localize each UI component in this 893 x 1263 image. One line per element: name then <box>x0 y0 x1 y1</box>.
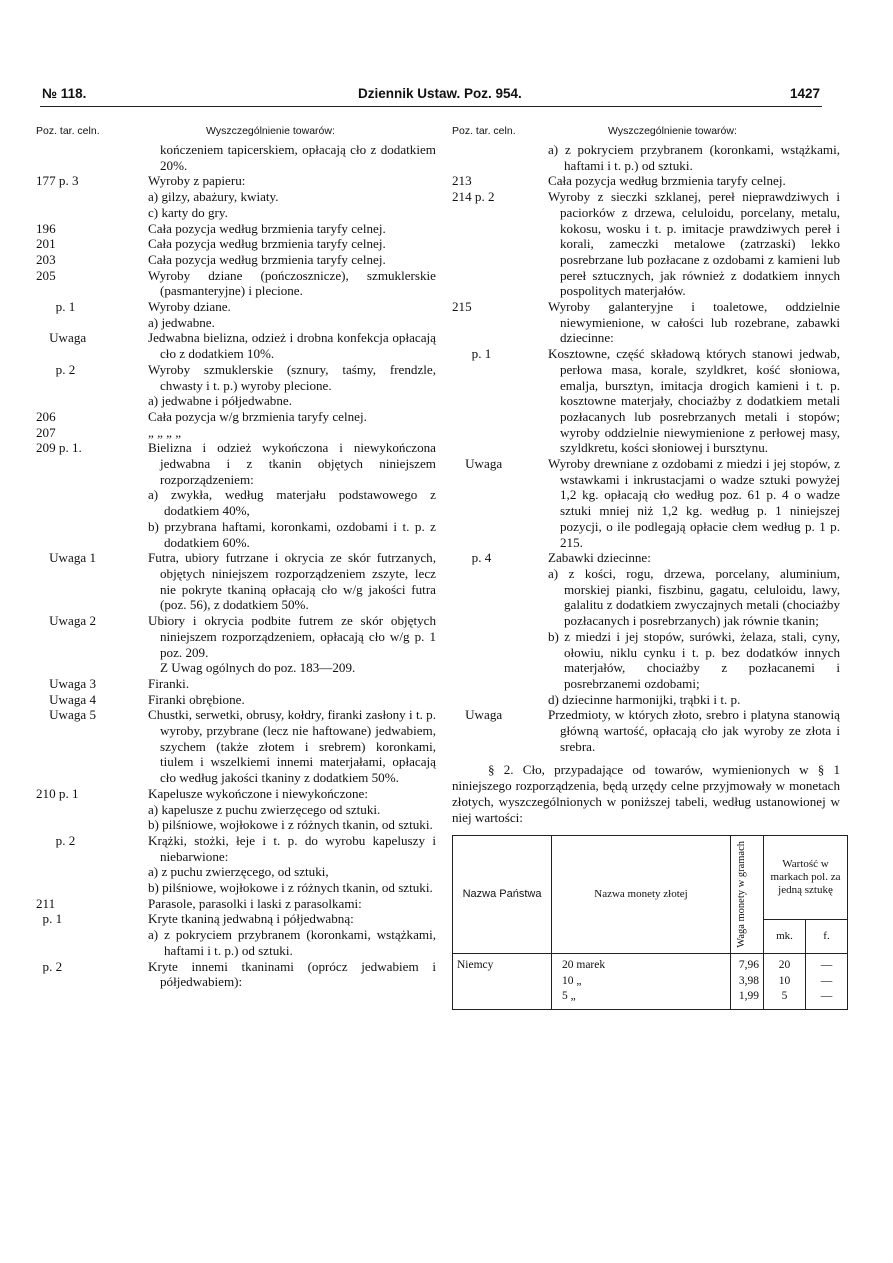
tariff-entry <box>36 786 436 802</box>
tariff-entry <box>36 252 436 268</box>
weights-cell <box>731 953 764 1009</box>
tariff-description: Zabawki dziecinne: <box>548 550 651 566</box>
col-head-desc: Wyszczególnienie towarów: <box>206 125 335 137</box>
tariff-entry <box>452 142 840 173</box>
tariff-code <box>452 629 548 692</box>
tariff-entry <box>452 299 840 346</box>
tariff-code: 196 <box>36 220 56 236</box>
f-value: — <box>820 990 833 1003</box>
journal-title: Dziennik Ustaw. Poz. 954. <box>358 86 522 101</box>
tariff-description: Cała pozycja według brzmienia taryfy celnej. <box>148 220 386 236</box>
tariff-code: Uwaga <box>452 707 503 723</box>
tariff-code <box>36 142 148 173</box>
tariff-entry <box>36 236 436 252</box>
tariff-code: 209 p. 1. <box>36 440 82 456</box>
tariff-description: Cała pozycja w/g brzmienia taryfy celnej. <box>148 408 367 424</box>
tariff-code <box>36 660 148 676</box>
tariff-description: a) z pokryciem przybranem (koronkami, wstążkami, haftami i t. p.) od sztuki. <box>548 142 840 173</box>
tariff-description: Kryte tkaniną jedwabną i półjedwabną: <box>148 911 354 927</box>
tariff-entry <box>36 299 436 315</box>
tariff-entry <box>36 550 436 613</box>
tariff-description: „ „ „ „ <box>148 424 182 440</box>
tariff-entry <box>36 409 436 425</box>
tariff-code: 210 p. 1 <box>36 785 79 801</box>
mk-value: 5 <box>781 990 788 1003</box>
tariff-description: Firanki obrębione. <box>148 691 245 707</box>
country-cell: Niemcy <box>453 953 552 1009</box>
th-coin <box>552 836 731 954</box>
tariff-code <box>452 142 548 173</box>
weight-value: 1,99 <box>738 990 759 1003</box>
tariff-code: Uwaga 5 <box>36 707 96 723</box>
tariff-entry <box>452 707 840 754</box>
mk-value: 20 <box>778 958 791 971</box>
tariff-entry <box>36 613 436 660</box>
tariff-code: Uwaga 2 <box>36 613 96 629</box>
tariff-description: Kapelusze wykończone i niewykończone: <box>148 785 368 801</box>
tariff-description: a) gilzy, abażury, kwiaty. <box>148 189 279 205</box>
tariff-description: Wyroby dziane. <box>148 299 231 315</box>
tariff-code: 211 <box>36 895 56 911</box>
tariff-code: p. 1 <box>36 299 76 315</box>
tariff-description: Chustki, serwetki, obrusy, kołdry, firanki zasłony i t. p. wyroby, przybrane (lecz nie haftowane) jedwabiem, szychem (także złotem i srebrem) koronkami, tiulem i wszelkiemi innemi materjałami, opłacają cło według jakości tkaniny z dodatkiem 50%. <box>148 707 436 786</box>
tariff-description: Wyroby galanteryjne i toaletowe, oddzielnie niewymienione, w całości lub rozebrane, zabawki dziecinne: <box>548 299 840 346</box>
tariff-entry <box>36 676 436 692</box>
tariff-description: Kosztowne, część składową których stanowi jedwab, perłowa masa, korale, szyldkret, kość słoniowa, emalja, bursztyn, imitacja drogich kamieni i t. p. kosztowne materjały, chociażby z dodatkiem metali pozłacanych lub posrebrzanych metali i stopów; wyroby oddzielnie niewymienione z perłowej masy, szyldkretu, kości słoniowej i bursztynu. <box>548 346 840 456</box>
tariff-code <box>36 519 148 550</box>
th-f: f. <box>805 919 847 953</box>
tariff-code: 201 <box>36 236 56 252</box>
right-column <box>452 124 840 1010</box>
tariff-description: b) pilśniowe, wojłokowe i z różnych tkanin, od sztuki. <box>148 817 433 833</box>
tariff-code: Uwaga 4 <box>36 691 96 707</box>
tariff-code: 177 p. 3 <box>36 173 79 189</box>
tariff-entry <box>36 362 436 393</box>
tariff-code: p. 1 <box>452 346 492 362</box>
tariff-description: b) pilśniowe, wojłokowe i z różnych tkanin, od sztuki. <box>148 880 433 896</box>
f-value: — <box>820 958 833 971</box>
col-head-code: Poz. tar. celn. <box>36 125 100 137</box>
page-number: 1427 <box>789 86 820 101</box>
tariff-entry <box>36 896 436 912</box>
tariff-code: p. 2 <box>36 361 76 377</box>
left-entries <box>36 142 436 990</box>
tariff-code: Uwaga 3 <box>36 675 96 691</box>
tariff-code: Uwaga <box>36 330 87 346</box>
left-column <box>36 124 436 990</box>
th-country <box>453 836 552 954</box>
tariff-entry <box>452 550 840 566</box>
tariff-description: a) z pokryciem przybranem (koronkami, wstążkami, haftami i t. p.) od sztuki. <box>148 927 436 958</box>
tariff-code: p. 2 <box>36 958 63 974</box>
tariff-description: d) dziecinne harmonijki, trąbki i t. p. <box>548 691 741 707</box>
tariff-code: 215 <box>452 299 472 315</box>
mk-cell <box>764 953 806 1009</box>
tariff-code: 213 <box>452 173 472 189</box>
tariff-description: Jedwabna bielizna, odzież i drobna konfekcja opłacają cło z dodatkiem 10%. <box>148 330 436 362</box>
tariff-entry <box>36 707 436 786</box>
th-value <box>764 836 848 920</box>
header-rule <box>40 106 822 107</box>
tariff-code <box>36 927 148 958</box>
tariff-code: 206 <box>36 408 56 424</box>
tariff-description: Wyroby dziane (pończosznicze), szmuklerskie (pasmanteryjne) i plecione. <box>148 267 436 299</box>
tariff-entry <box>36 802 436 818</box>
tariff-entry <box>36 833 436 864</box>
tariff-entry <box>36 817 436 833</box>
tariff-entry <box>36 189 436 205</box>
tariff-entry <box>36 959 436 990</box>
tariff-description: c) karty do gry. <box>148 204 228 220</box>
tariff-description: Firanki. <box>148 675 190 691</box>
tariff-description: Cała pozycja według brzmienia taryfy celnej. <box>548 173 786 189</box>
tariff-entry <box>452 566 840 629</box>
tariff-description: a) z kości, rogu, drzewa, porcelany, aluminium, morskiej pianki, fiszbinu, gagatu, celuloidu, lawy, galalitu z dodatkiem zwyczajnych metali (chociażby pozłacanych i posrebrzanych) jak równie tkanin; <box>548 565 840 629</box>
tariff-entry <box>452 189 840 299</box>
tariff-entry <box>452 456 840 550</box>
tariff-description: Przedmioty, w których złoto, srebro i platyna stanowią główną wartość, opłacają cło jak wyroby ze złota i srebra. <box>548 707 840 754</box>
tariff-description: Futra, ubiory futrzane i okrycia ze skór futrzanych, objętych niniejszem rozporządzeniem zszyte, lecz nie pokryte tkaniną opłacają cło w/g jakości futra (poz. 56), z dodatkiem 50%. <box>148 550 436 613</box>
weight-value: 7,96 <box>738 958 759 971</box>
section-2-paragraph: § 2. Cło, przypadające od towarów, wymienionych w § 1 niniejszego rozporządzenia, będą urzędy celne przyjmowały w monetach złotych, wyszczególnionych w poniższej tabeli, według ustanowionej w niej wartości: <box>452 762 840 825</box>
tariff-code <box>36 880 148 896</box>
coin-table <box>452 835 848 1010</box>
tariff-entry <box>36 660 436 676</box>
tariff-entry <box>36 425 436 441</box>
tariff-code: p. 4 <box>452 550 492 566</box>
page-header <box>42 86 820 106</box>
tariff-description: Bielizna i odzież wykończona i niewykończona jedwabna i z tkanin objętych niniejszem rozporządzeniem: <box>148 440 436 487</box>
tariff-description: Parasole, parasolki i laski z parasolkami: <box>148 895 362 911</box>
tariff-entry <box>36 911 436 927</box>
tariff-description: a) kapelusze z puchu zwierzęcego od sztuki. <box>148 801 381 817</box>
tariff-description: a) zwykła, według materjału podstawowego z dodatkiem 40%, <box>148 487 436 519</box>
tariff-code <box>36 817 148 833</box>
tariff-description: Ubiory i okrycia podbite futrem ze skór objętych niniejszem rozporządzeniem, opłacają cło w/g p. 1 poz. 209. <box>148 613 436 660</box>
tariff-description: a) jedwabne i półjedwabne. <box>148 393 292 409</box>
tariff-entry <box>452 346 840 456</box>
tariff-entry <box>36 221 436 237</box>
tariff-entry <box>36 173 436 189</box>
tariff-code <box>36 802 148 818</box>
tariff-description: b) z miedzi i jej stopów, surówki, żelaza, stali, cyny, ołowiu, niklu cynku i t. p. bez dodatków innych materjałów, chociażby z pozłacanemi i posrebrzanemi ozdobami; <box>548 628 840 691</box>
coins-cell <box>552 953 731 1009</box>
tariff-description: Wyroby z papieru: <box>148 173 246 189</box>
coin-row: 5 „ <box>562 990 576 1003</box>
mk-value: 10 <box>778 974 791 987</box>
tariff-entry <box>36 330 436 361</box>
tariff-entry <box>36 268 436 299</box>
weight-value: 3,98 <box>738 974 759 987</box>
tariff-description: Wyroby szmuklerskie (sznury, taśmy, frendzle, chwasty i t. p.) wyroby plecione. <box>148 361 436 393</box>
col-head-desc: Wyszczególnienie towarów: <box>608 125 737 137</box>
tariff-entry <box>36 142 436 173</box>
tariff-entry <box>36 692 436 708</box>
tariff-entry <box>36 487 436 518</box>
tariff-description: a) z puchu zwierzęcego, od sztuki, <box>148 864 329 880</box>
th-weight <box>731 836 764 954</box>
tariff-description: Wyroby drewniane z ozdobami z miedzi i jej stopów, z wstawkami i inkrustacjami o wadze sztuki powyżej 1,2 kg. opłacają cło według poz. 61 p. 4 o wadze sztuki mniej niż 1,2 kg. według p. 1 niniejszej pozycji, o ile podlegają opłacie cłem według p. 1 p. 215. <box>548 456 840 550</box>
f-value: — <box>820 974 833 987</box>
tariff-description: Kryte innemi tkaninami (oprócz jedwabiem i półjedwabiem): <box>148 958 436 990</box>
tariff-description: Wyroby z sieczki szklanej, pereł nieprawdziwych i paciorków z drzewa, celuloidu, porcelany, metalu, kokosu, wosku i t. p. imitacje prawdziwych pereł i korali, zameczki metalowe (zatrzaski) lekko posrebrzane lub pozłacane z ozdobami z kamieni lub pereł sztucznych, jak również z dodatkiem innych pospolitych materjałów. <box>548 189 840 299</box>
col-head-code: Poz. tar. celn. <box>452 125 516 137</box>
tariff-code <box>36 487 148 518</box>
tariff-code <box>36 393 148 409</box>
tariff-code: Uwaga <box>452 456 503 472</box>
tariff-entry <box>36 440 436 487</box>
tariff-code: p. 1 <box>36 911 63 927</box>
coin-row: 20 marek <box>562 958 606 971</box>
tariff-description: b) przybrana haftami, koronkami, ozdobami i t. p. z dodatkiem 60%. <box>148 518 436 550</box>
tariff-code <box>36 864 148 880</box>
th-value-label: Wartość w markach pol. za jedną sztukę <box>770 858 841 897</box>
tariff-code: 214 p. 2 <box>452 189 495 205</box>
tariff-code <box>452 566 548 629</box>
tariff-description: Krążki, stożki, łeje i t. p. do wyrobu kapeluszy i niebarwione: <box>148 832 436 864</box>
tariff-entry <box>36 927 436 958</box>
th-coin-label: Nazwa monety złotej <box>594 887 688 900</box>
tariff-entry <box>36 393 436 409</box>
tariff-code <box>36 205 148 221</box>
tariff-description: kończeniem tapicerskiem, opłacają cło z dodatkiem 20%. <box>160 142 436 173</box>
tariff-entry <box>36 880 436 896</box>
th-mk: mk. <box>764 919 806 953</box>
tariff-code <box>36 315 148 331</box>
tariff-description: Z Uwag ogólnych do poz. 183—209. <box>160 660 356 676</box>
tariff-description: Cała pozycja według brzmienia taryfy celnej. <box>148 236 386 252</box>
right-column-head <box>452 124 840 142</box>
tariff-entry <box>452 173 840 189</box>
th-country-label: Nazwa Państwa <box>462 887 542 900</box>
left-column-head <box>36 124 436 142</box>
tariff-entry <box>36 315 436 331</box>
tariff-entry <box>36 519 436 550</box>
tariff-entry <box>452 692 840 708</box>
tariff-code: 203 <box>36 251 56 267</box>
tariff-entry <box>36 205 436 221</box>
tariff-code: 207 <box>36 424 56 440</box>
tariff-code <box>36 189 148 205</box>
coin-row: 10 „ <box>562 974 582 987</box>
issue-number: № 118. <box>42 86 87 101</box>
right-entries <box>452 142 840 754</box>
tariff-entry <box>36 864 436 880</box>
tariff-code <box>452 692 548 708</box>
tariff-code: Uwaga 1 <box>36 550 96 566</box>
tariff-description: a) jedwabne. <box>148 314 215 330</box>
f-cell <box>805 953 847 1009</box>
tariff-code: p. 2 <box>36 832 76 848</box>
tariff-entry <box>452 629 840 692</box>
th-weight-label: Waga monety w gramach <box>736 841 747 948</box>
tariff-code: 205 <box>36 267 56 283</box>
tariff-description: Cała pozycja według brzmienia taryfy celnej. <box>148 251 386 267</box>
